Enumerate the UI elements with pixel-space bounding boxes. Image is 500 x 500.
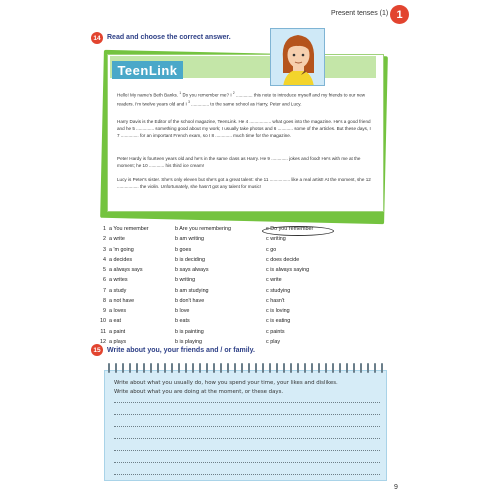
page-number: 9 (394, 484, 398, 491)
option-number: 5 (103, 267, 106, 273)
unit-number-badge: 1 (390, 5, 409, 24)
exercise-14-instruction: Read and choose the correct answer. (107, 34, 231, 41)
option-number: 7 (103, 287, 106, 294)
notebook-spiral-binding (104, 363, 387, 373)
option-c[interactable]: c paints (266, 328, 285, 335)
text-paragraph-4: Lucy is Peter's sister. She's only eleven but she's got a great talent: she 11 ................ like a real artist! At the moment, she 12 ................. the violin. Unfortunately, she hasn't got any talent for music! (117, 177, 371, 189)
text-paragraph-3: Peter Hardy is fourteen years old and he's in the same class as Harry. He 9 ............. jokes and food! He's with me at the moment; he 10 ............ his third ice cream! (117, 156, 361, 168)
option-b[interactable]: b am writing (175, 236, 205, 243)
option-c[interactable]: c hasn't (266, 297, 285, 304)
option-number: 3 (103, 246, 106, 253)
option-a[interactable]: a not have (109, 297, 135, 304)
option-b[interactable]: b is deciding (175, 256, 205, 263)
option-c[interactable]: c studying (266, 287, 291, 294)
option-c[interactable]: c Do you remember (266, 226, 314, 232)
exercise-15-instruction: Write about you, your friends and / or family. (107, 347, 255, 354)
writing-line[interactable] (114, 474, 380, 475)
writing-line[interactable] (114, 402, 380, 403)
option-b[interactable]: b am studying (175, 287, 209, 294)
text-paragraph-1: Hello! My name's Beth Banks. $^1$ Do you remember me? I $^2$ ............. this note to introduce myself and my friends to our new readers. I'm twelve years old and I $^3$ .............. to the same school as Harry, Peter and Lucy. (117, 91, 366, 107)
option-b[interactable]: b is painting (175, 328, 204, 335)
option-b[interactable]: b is playing (175, 338, 202, 345)
option-c[interactable]: c does decide (266, 256, 300, 263)
option-a[interactable]: a paint (109, 328, 126, 335)
option-a[interactable]: a decides (109, 256, 133, 263)
option-b[interactable]: b Are you remembering (175, 226, 232, 232)
option-c[interactable]: c writing (266, 236, 286, 243)
option-a[interactable]: a eat (109, 318, 121, 325)
option-number: 2 (103, 236, 106, 243)
teenlink-logo: TeenLink (112, 61, 183, 79)
writing-line[interactable] (114, 438, 380, 439)
option-a[interactable]: a always says (109, 267, 143, 273)
option-c[interactable]: c is loving (266, 308, 290, 314)
option-a[interactable]: a You remember (109, 226, 149, 232)
circled-example-answer: Do you remember (182, 92, 219, 98)
option-b[interactable]: b don't have (175, 297, 205, 304)
option-b[interactable]: b says always (175, 267, 209, 273)
option-b[interactable]: b love (175, 308, 190, 314)
girl-portrait-illustration (270, 28, 325, 86)
option-number: 12 (100, 338, 106, 345)
option-a[interactable]: a 'm going (109, 246, 134, 253)
option-b[interactable]: b goes (175, 246, 192, 253)
writing-prompt-1: Write about what you usually do, how you spend your time, your likes and dislikes. (114, 380, 338, 386)
writing-line[interactable] (114, 414, 380, 415)
writing-prompt-2: Write about what you are doing at the moment, or these days. (114, 389, 284, 395)
writing-line[interactable] (114, 450, 380, 451)
option-a[interactable]: a study (109, 287, 127, 294)
writing-line[interactable] (114, 426, 380, 427)
text-paragraph-2: Harry Davis is the Editor of the school magazine, TeenLink. He 4 ................. what goes into the magazine. He's a good friend and he 5 .............. something good about my work; I usually take photos and 6 ............ some of the articles. But these days, I 7 .............. for an important French exam, so I 8 ............. much time for the magazine. (117, 119, 371, 138)
writing-line[interactable] (114, 462, 380, 463)
option-number: 10 (100, 318, 106, 325)
option-c[interactable]: c play (266, 338, 281, 345)
option-number: 1 (103, 226, 106, 232)
option-number: 4 (103, 256, 106, 263)
option-c[interactable]: c is eating (266, 318, 291, 325)
option-number: 6 (103, 277, 106, 284)
option-b[interactable]: b eats (175, 318, 190, 325)
section-title: Present tenses (1) (331, 10, 389, 17)
option-a[interactable]: a write (109, 236, 125, 243)
option-number: 11 (100, 328, 106, 335)
option-a[interactable]: a loves (109, 308, 127, 314)
option-c[interactable]: c write (266, 277, 282, 284)
option-c[interactable]: c go (266, 246, 277, 253)
option-number: 8 (103, 297, 106, 304)
option-number: 9 (103, 308, 106, 314)
exercise-14-badge: 14 (91, 32, 103, 44)
option-a[interactable]: a plays (109, 338, 127, 345)
option-b[interactable]: b writing (175, 277, 196, 284)
option-a[interactable]: a writes (109, 277, 128, 284)
option-c[interactable]: c is always saying (266, 267, 310, 273)
exercise-15-badge: 15 (91, 344, 103, 356)
